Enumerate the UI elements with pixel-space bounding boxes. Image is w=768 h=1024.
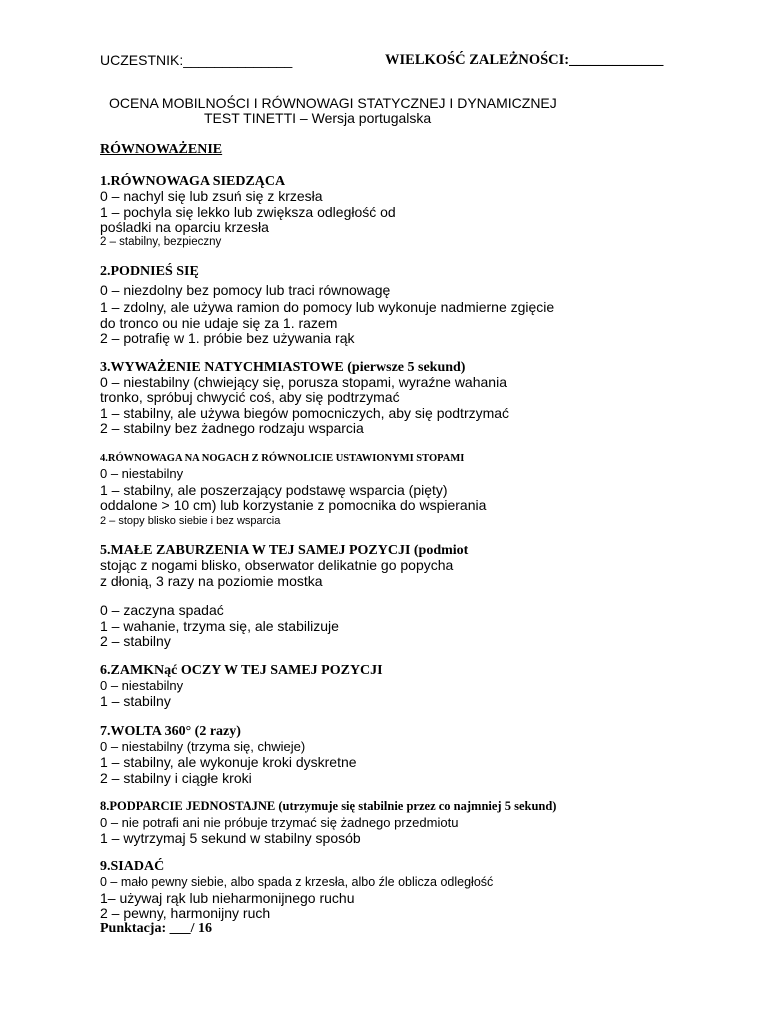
item-1-option: 1 – pochyla się lekko lub zwiększa odległość od bbox=[100, 204, 396, 220]
item-7-heading: 7.WOLTA 360° (2 razy) bbox=[100, 724, 241, 739]
item-3-option: 1 – stabilny, ale używa biegów pomocniczych, aby się podtrzymać bbox=[100, 405, 510, 421]
item-7-option: 0 – niestabilny (trzyma się, chwieje) bbox=[100, 739, 306, 754]
item-2-option-continued: do tronco ou nie udaje się za 1. razem bbox=[100, 315, 338, 331]
item-1-heading: 1.RÓWNOWAGA SIEDZĄCA bbox=[100, 174, 286, 189]
item-2-heading: 2.PODNIEŚ SIĘ bbox=[100, 264, 199, 279]
item-7-option: 1 – stabilny, ale wykonuje kroki dyskretne bbox=[100, 754, 357, 770]
dependency-level-field: WIELKOŚĆ ZALEŻNOŚCI:_____________ bbox=[385, 52, 664, 68]
item-3-option: 0 – niestabilny (chwiejący się, porusza stopami, wyraźne wahania bbox=[100, 374, 507, 390]
item-9-option: 2 – pewny, harmonijny ruch bbox=[100, 905, 271, 921]
item-6-heading: 6.ZAMKNąć OCZY W TEJ SAMEJ POZYCJI bbox=[100, 663, 383, 678]
item-5-option: 0 – zaczyna spadać bbox=[100, 602, 224, 618]
item-1-option: 2 – stabilny, bezpieczny bbox=[100, 236, 222, 248]
item-9-heading: 9.SIADAĆ bbox=[100, 859, 165, 874]
item-5-description: stojąc z nogami blisko, obserwator delikatnie go popycha bbox=[100, 557, 454, 573]
document-subtitle: TEST TINETTI – Wersja portugalska bbox=[204, 110, 432, 126]
section-heading: RÓWNOWAŻENIE bbox=[100, 142, 223, 157]
item-5-description: z dłonią, 3 razy na poziomie mostka bbox=[100, 573, 323, 589]
score-total: Punktacja: ___/ 16 bbox=[100, 921, 212, 936]
item-4-option: 2 – stopy blisko siebie i bez wsparcia bbox=[100, 515, 281, 527]
item-6-option: 1 – stabilny bbox=[100, 693, 171, 709]
item-9-option: 1– używaj rąk lub nieharmonijnego ruchu bbox=[100, 890, 355, 906]
item-4-option-continued: oddalone > 10 cm) lub korzystanie z pomocnika do wspierania bbox=[100, 497, 487, 513]
item-2-option: 0 – niezdolny bez pomocy lub traci równowagę bbox=[100, 282, 391, 298]
item-7-option: 2 – stabilny i ciągłe kroki bbox=[100, 770, 252, 786]
item-6-option: 0 – niestabilny bbox=[100, 678, 184, 693]
document-title: OCENA MOBILNOŚCI I RÓWNOWAGI STATYCZNEJ I DYNAMICZNEJ bbox=[109, 95, 557, 111]
item-4-option: 1 – stabilny, ale poszerzający podstawę wsparcia (pięty) bbox=[100, 482, 448, 498]
item-5-heading: 5.MAŁE ZABURZENIA W TEJ SAMEJ POZYCJI (podmiot bbox=[100, 543, 469, 558]
item-5-option: 1 – wahanie, trzyma się, ale stabilizuje bbox=[100, 618, 339, 634]
item-3-option-continued: tronko, spróbuj chwycić coś, aby się podtrzymać bbox=[100, 389, 400, 405]
item-9-option: 0 – mało pewny siebie, albo spada z krzesła, albo źle oblicza odległość bbox=[100, 875, 494, 889]
item-1-option: 0 – nachyl się lub zsuń się z krzesła bbox=[100, 188, 323, 204]
item-2-option: 1 – zdolny, ale używa ramion do pomocy lub wykonuje nadmierne zgięcie bbox=[100, 299, 555, 315]
item-3-option: 2 – stabilny bez żadnego rodzaju wsparcia bbox=[100, 420, 364, 436]
participant-field: UCZESTNIK:______________ bbox=[100, 52, 293, 68]
item-1-option-continued: pośladki na oparciu krzesła bbox=[100, 219, 269, 235]
item-8-option: 0 – nie potrafi ani nie próbuje trzymać się żadnego przedmiotu bbox=[100, 815, 459, 830]
item-3-heading: 3.WYWAŻENIE NATYCHMIASTOWE (pierwsze 5 sekund) bbox=[100, 360, 466, 375]
item-4-option: 0 – niestabilny bbox=[100, 466, 184, 481]
item-5-option: 2 – stabilny bbox=[100, 633, 171, 649]
item-4-heading: 4.RÓWNOWAGA NA NOGACH Z RÓWNOLICIE USTAWIONYMI STOPAMI bbox=[100, 453, 465, 464]
item-8-option: 1 – wytrzymaj 5 sekund w stabilny sposób bbox=[100, 830, 361, 846]
item-8-heading: 8.PODPARCIE JEDNOSTAJNE (utrzymuje się stabilnie przez co najmniej 5 sekund) bbox=[100, 799, 557, 813]
item-2-option: 2 – potrafię w 1. próbie bez używania rąk bbox=[100, 330, 355, 346]
